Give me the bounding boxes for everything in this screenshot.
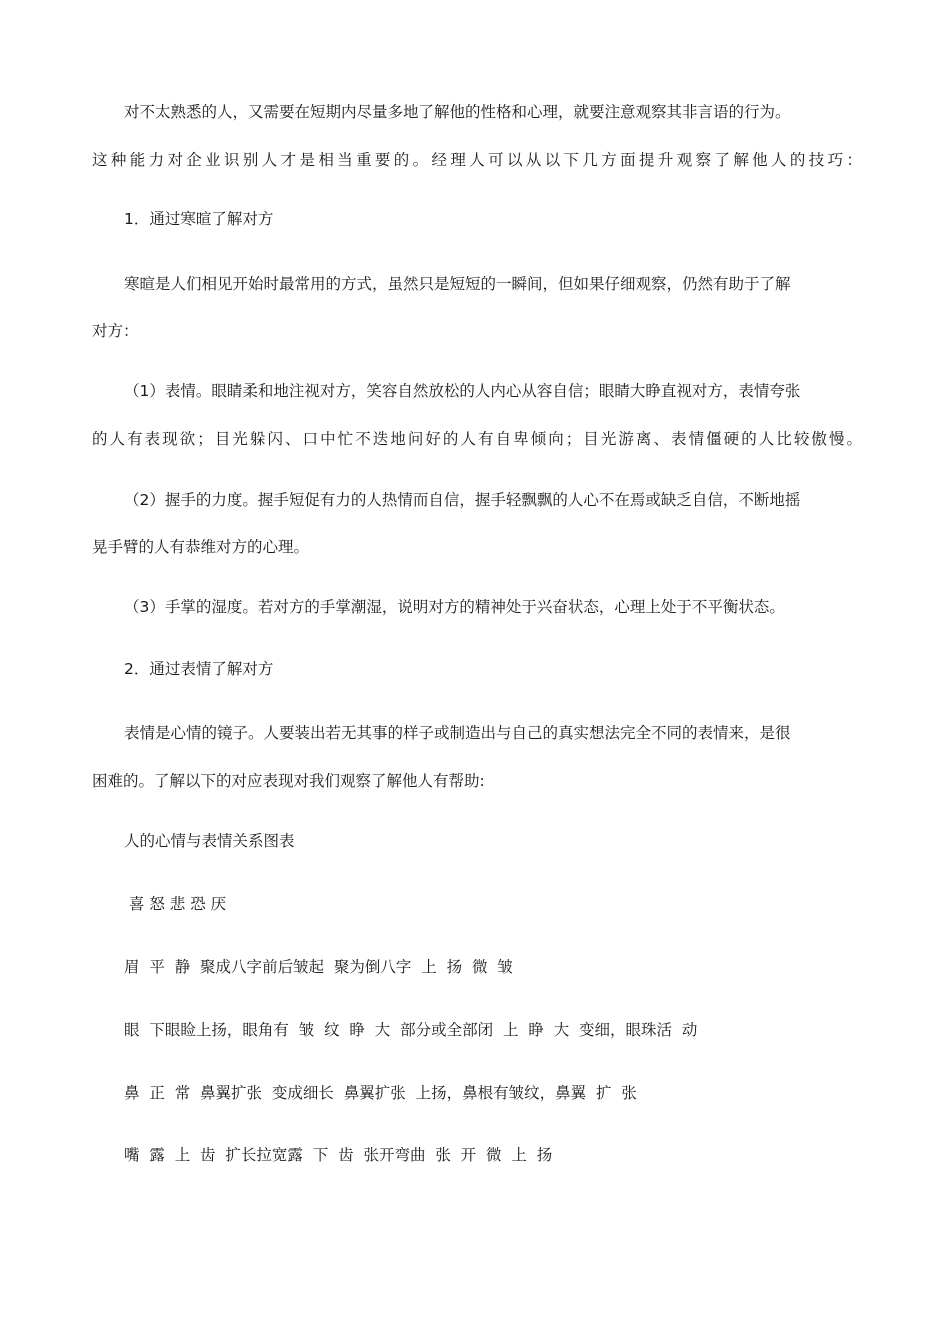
table-header-row: 喜 怒 悲 恐 厌 xyxy=(124,895,227,913)
table-row-eye: 眼 下眼睑上扬，眼角有 皱 纹 睁 大 部分或全部闭 上 睁 大 变细，眼珠活 动 xyxy=(124,1021,698,1039)
section-2-para-line-2: 困难的。了解以下的对应表现对我们观察了解他人有帮助: xyxy=(92,772,485,790)
item-2-line-1: （2）握手的力度。握手短促有力的人热情而自信，握手轻飘飘的人心不在焉或缺乏自信，不断地摇 xyxy=(124,491,801,509)
section-1-para-line-2: 对方： xyxy=(92,322,139,340)
section-2-para-line-1: 表情是心情的镜子。人要装出若无其事的样子或制造出与自己的真实想法完全不同的表情来，是很 xyxy=(124,724,791,742)
item-1-line-2: 的人有表现欲；目光躲闪、口中忙不迭地问好的人有自卑倾向；目光游离、表情僵硬的人比较傲慢。 xyxy=(92,430,862,448)
item-1-line-1: （1）表情。眼睛柔和地注视对方，笑容自然放松的人内心从容自信；眼睛大睁直视对方，表情夸张 xyxy=(124,382,801,400)
item-3-line-1: （3）手掌的湿度。若对方的手掌潮湿，说明对方的精神处于兴奋状态，心理上处于不平衡状态。 xyxy=(124,598,785,616)
intro-line-2: 这种能力对企业识别人才是相当重要的。经理人可以从以下几方面提升观察了解他人的技巧： xyxy=(92,151,862,169)
section-2-heading: 2．通过表情了解对方 xyxy=(124,660,274,678)
table-row-nose: 鼻 正 常 鼻翼扩张 变成细长 鼻翼扩张 上扬，鼻根有皱纹，鼻翼 扩 张 xyxy=(124,1084,637,1102)
section-1-para-line-1: 寒暄是人们相见开始时最常用的方式，虽然只是短短的一瞬间，但如果仔细观察，仍然有助于了解 xyxy=(124,275,791,293)
intro-line-1: 对不太熟悉的人，又需要在短期内尽量多地了解他的性格和心理，就要注意观察其非言语的行为。 xyxy=(124,103,791,121)
table-row-eyebrow: 眉 平 静 聚成八字前后皱起 聚为倒八字 上 扬 微 皱 xyxy=(124,958,513,976)
section-1-heading: 1．通过寒暄了解对方 xyxy=(124,210,274,228)
item-2-line-2: 晃手臂的人有恭维对方的心理。 xyxy=(92,538,310,556)
table-title: 人的心情与表情关系图表 xyxy=(124,832,295,850)
table-row-mouth: 嘴 露 上 齿 扩长拉宽露 下 齿 张开弯曲 张 开 微 上 扬 xyxy=(124,1146,553,1164)
